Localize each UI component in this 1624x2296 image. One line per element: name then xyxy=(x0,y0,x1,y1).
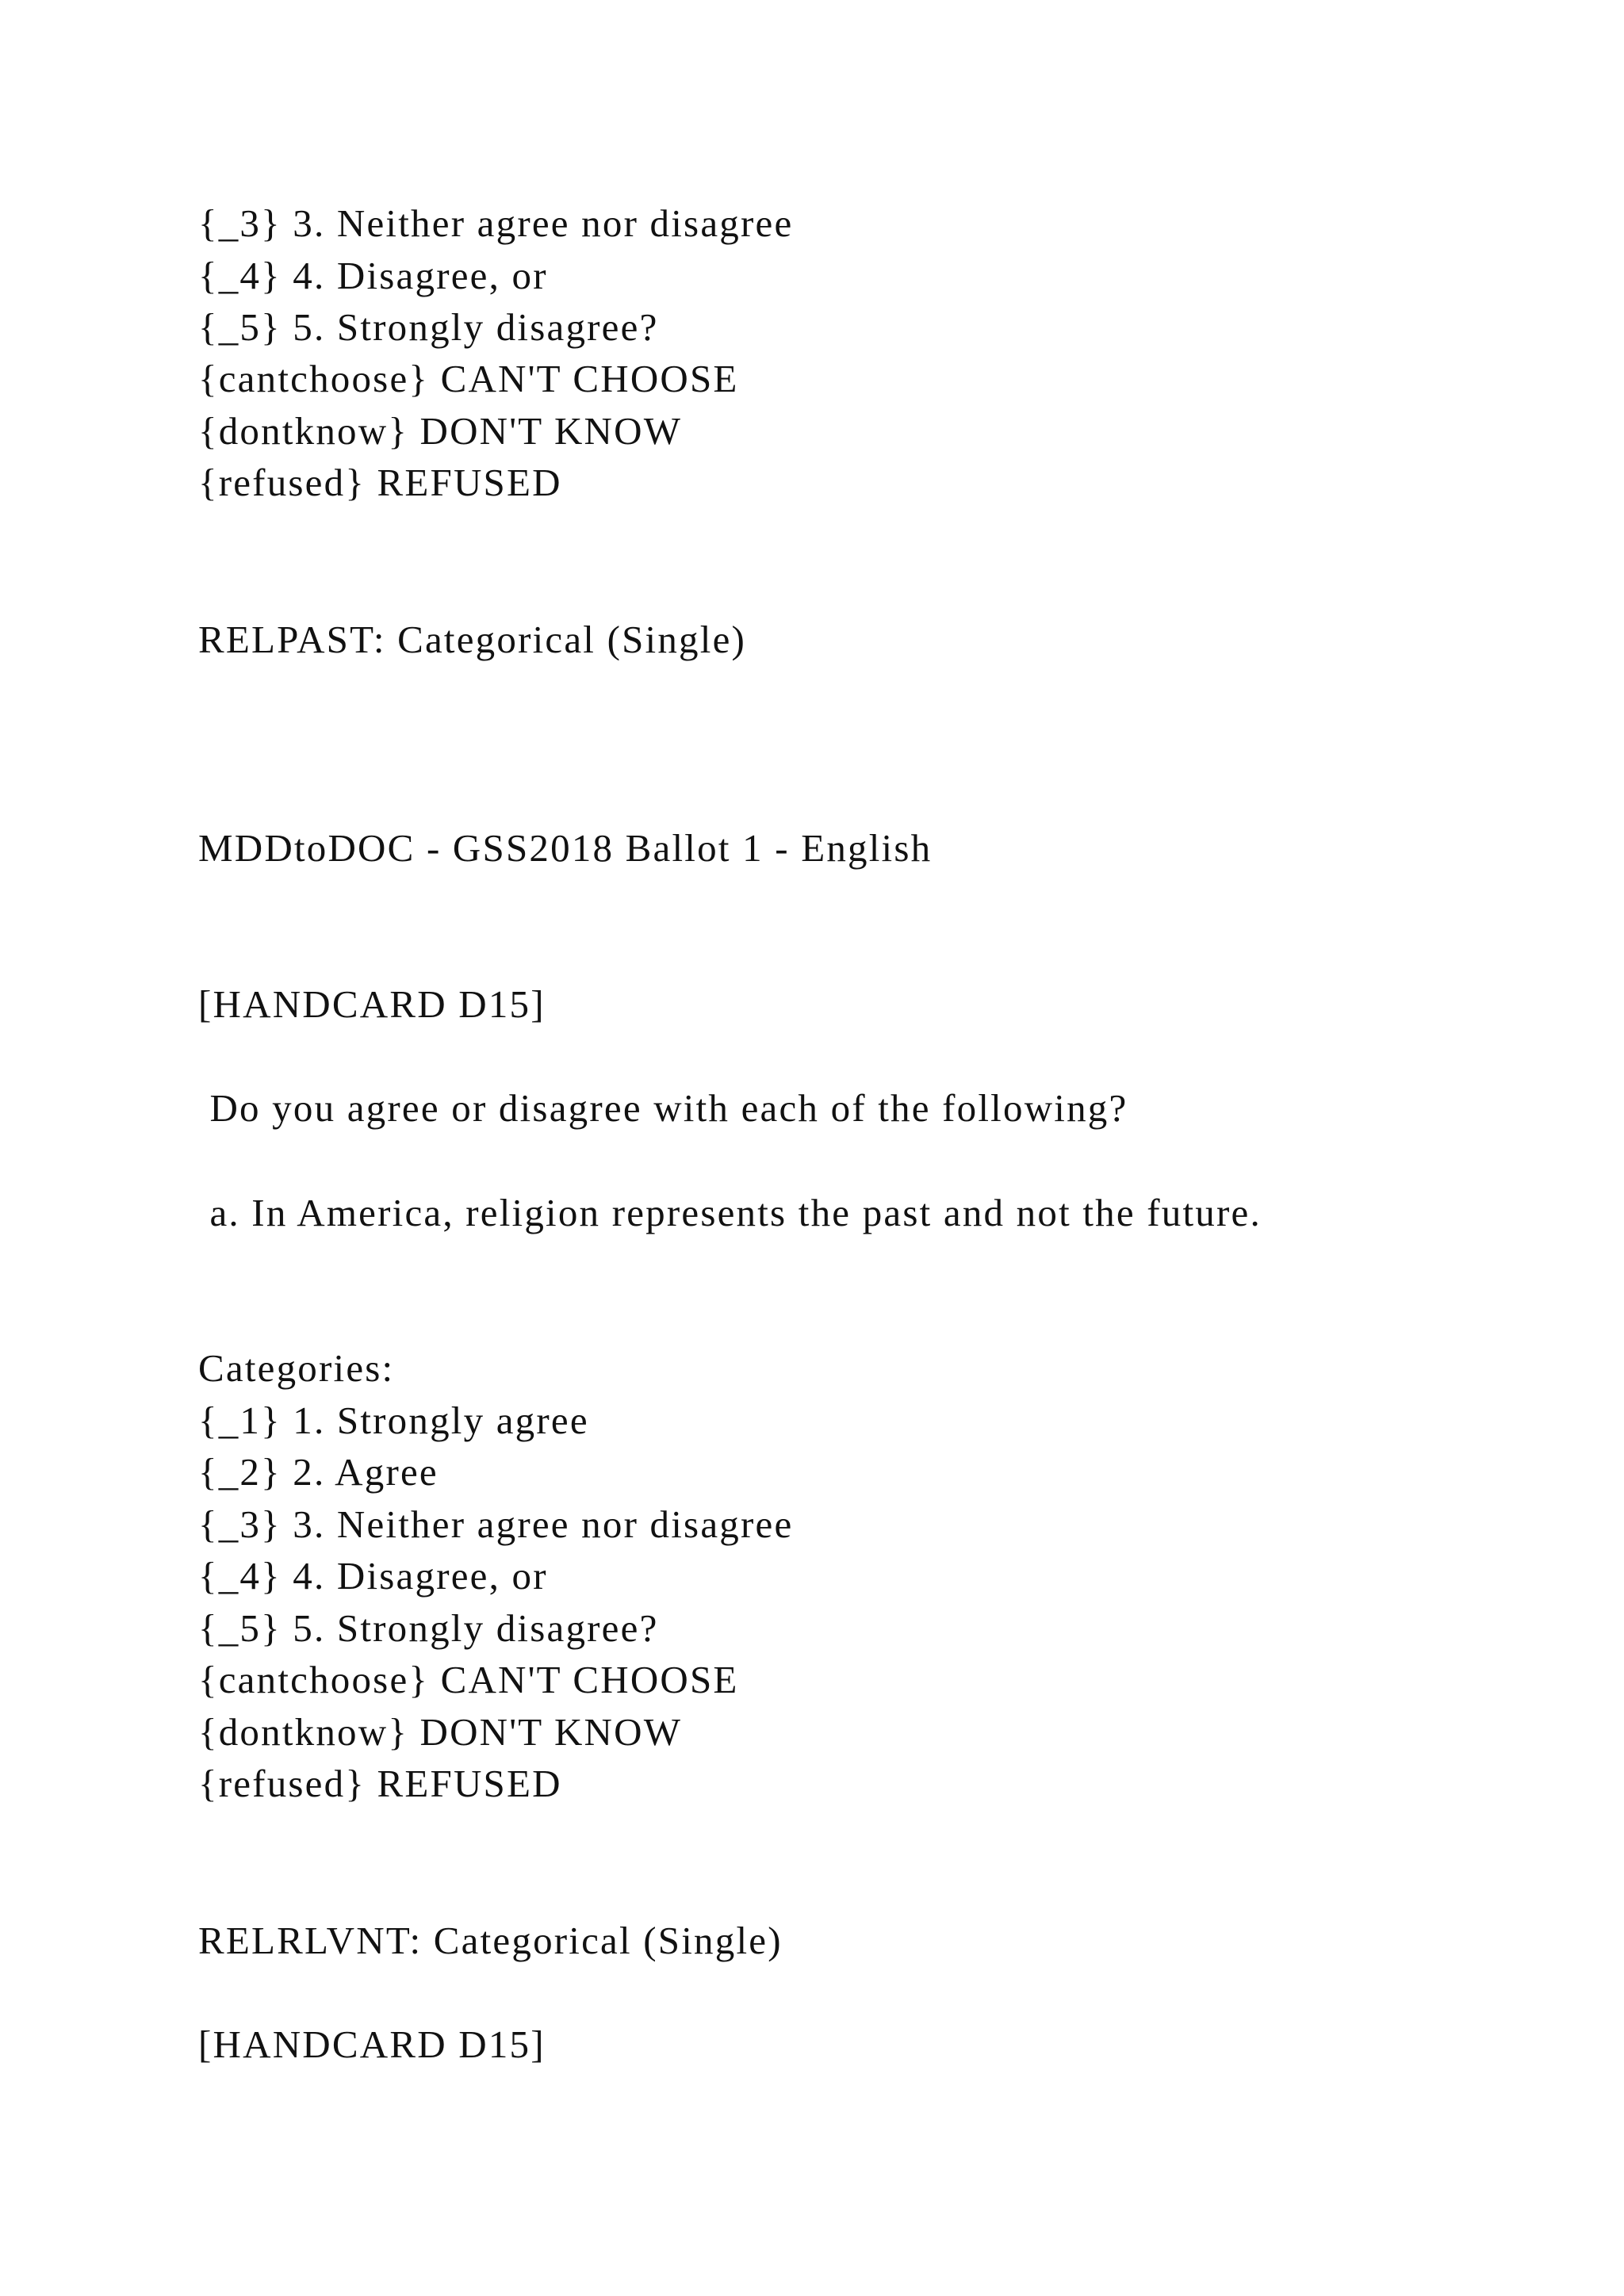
option-line: {_3} 3. Neither agree nor disagree xyxy=(198,201,794,245)
option-line: {_5} 5. Strongly disagree? xyxy=(198,1606,659,1650)
option-line: {_3} 3. Neither agree nor disagree xyxy=(198,1502,794,1546)
option-line: {refused} REFUSED xyxy=(198,1762,562,1805)
option-line: {dontknow} DON'T KNOW xyxy=(198,409,683,453)
option-line: {_1} 1. Strongly agree xyxy=(198,1399,589,1442)
categories-label: Categories: xyxy=(198,1346,395,1390)
variable-heading: RELRLVNT: Categorical (Single) xyxy=(198,1919,783,1962)
document-header: MDDtoDOC - GSS2018 Ballot 1 - English xyxy=(198,826,933,870)
option-line: {_4} 4. Disagree, or xyxy=(198,254,548,297)
variable-heading: RELPAST: Categorical (Single) xyxy=(198,618,747,661)
handcard-label: [HANDCARD D15] xyxy=(198,982,546,1026)
option-line: {cantchoose} CAN'T CHOOSE xyxy=(198,1658,739,1701)
option-line: {refused} REFUSED xyxy=(198,461,562,504)
question-item: a. In America, religion represents the past and not the future. xyxy=(198,1191,1262,1234)
option-line: {_2} 2. Agree xyxy=(198,1450,439,1494)
option-line: {_5} 5. Strongly disagree? xyxy=(198,305,659,349)
option-line: {dontknow} DON'T KNOW xyxy=(198,1710,683,1754)
option-line: {cantchoose} CAN'T CHOOSE xyxy=(198,357,739,400)
option-line: {_4} 4. Disagree, or xyxy=(198,1554,548,1598)
question-text: Do you agree or disagree with each of the following? xyxy=(198,1086,1128,1130)
handcard-label: [HANDCARD D15] xyxy=(198,2022,546,2066)
